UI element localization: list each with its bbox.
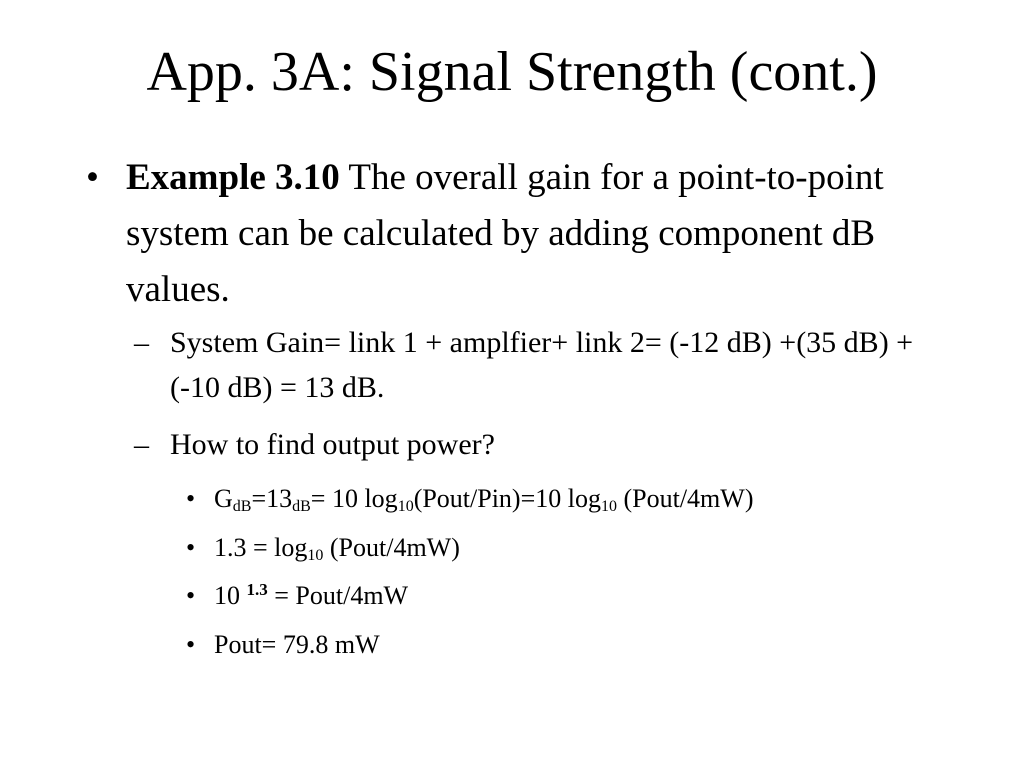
bullet-dot-icon: • — [186, 484, 196, 513]
eq1-subscript: 10 — [397, 498, 414, 515]
bullet-dot-icon: • — [186, 630, 196, 659]
equation-result — [186, 627, 954, 663]
eq1-part: (Pout/4mW) — [616, 484, 754, 513]
eq3-superscript: 1.3 — [246, 580, 268, 599]
sub-item-system-gain — [134, 320, 940, 410]
equation-power — [186, 578, 954, 614]
eq1-part: (Pout/Pin)=10 log — [413, 484, 601, 513]
eq4-part: Pout= 79.8 mW — [214, 630, 380, 659]
sub-item-output-power — [134, 422, 940, 467]
eq1-part: =13 — [251, 484, 293, 513]
output-power-question: How to find output power? — [170, 428, 495, 461]
eq2-part: (Pout/4mW) — [323, 533, 460, 562]
eq3-part: 10 — [214, 581, 247, 610]
bullet-dot-icon: • — [186, 581, 196, 610]
equation-log — [186, 530, 954, 566]
dash-bullet-icon: – — [134, 428, 149, 461]
example-label: Example 3.10 — [126, 157, 340, 198]
eq2-subscript: 10 — [307, 547, 324, 564]
eq1-subscript: 10 — [600, 498, 617, 515]
dash-bullet-icon: – — [134, 326, 149, 359]
bullet-dot-icon: • — [186, 533, 196, 562]
example-text: The overall gain for a point-to-point system can be calculated by adding component dB values. — [126, 157, 884, 310]
eq1-subscript: dB — [232, 498, 252, 515]
eq1-subscript: dB — [292, 498, 311, 515]
eq1-part: = 10 log — [310, 484, 398, 513]
eq1-part: G — [214, 484, 233, 513]
equation-gain — [186, 481, 954, 517]
eq3-part: = Pout/4mW — [267, 581, 409, 610]
eq2-part: 1.3 = log — [214, 533, 308, 562]
bullet-dot-icon: • — [86, 157, 99, 198]
bullet-example — [86, 150, 946, 318]
system-gain-text: System Gain= link 1 + amplfier+ link 2= (-12 dB) +(35 dB) + (-10 dB) = 13 dB. — [170, 326, 914, 404]
slide-title: App. 3A: Signal Strength (cont.) — [146, 41, 878, 103]
